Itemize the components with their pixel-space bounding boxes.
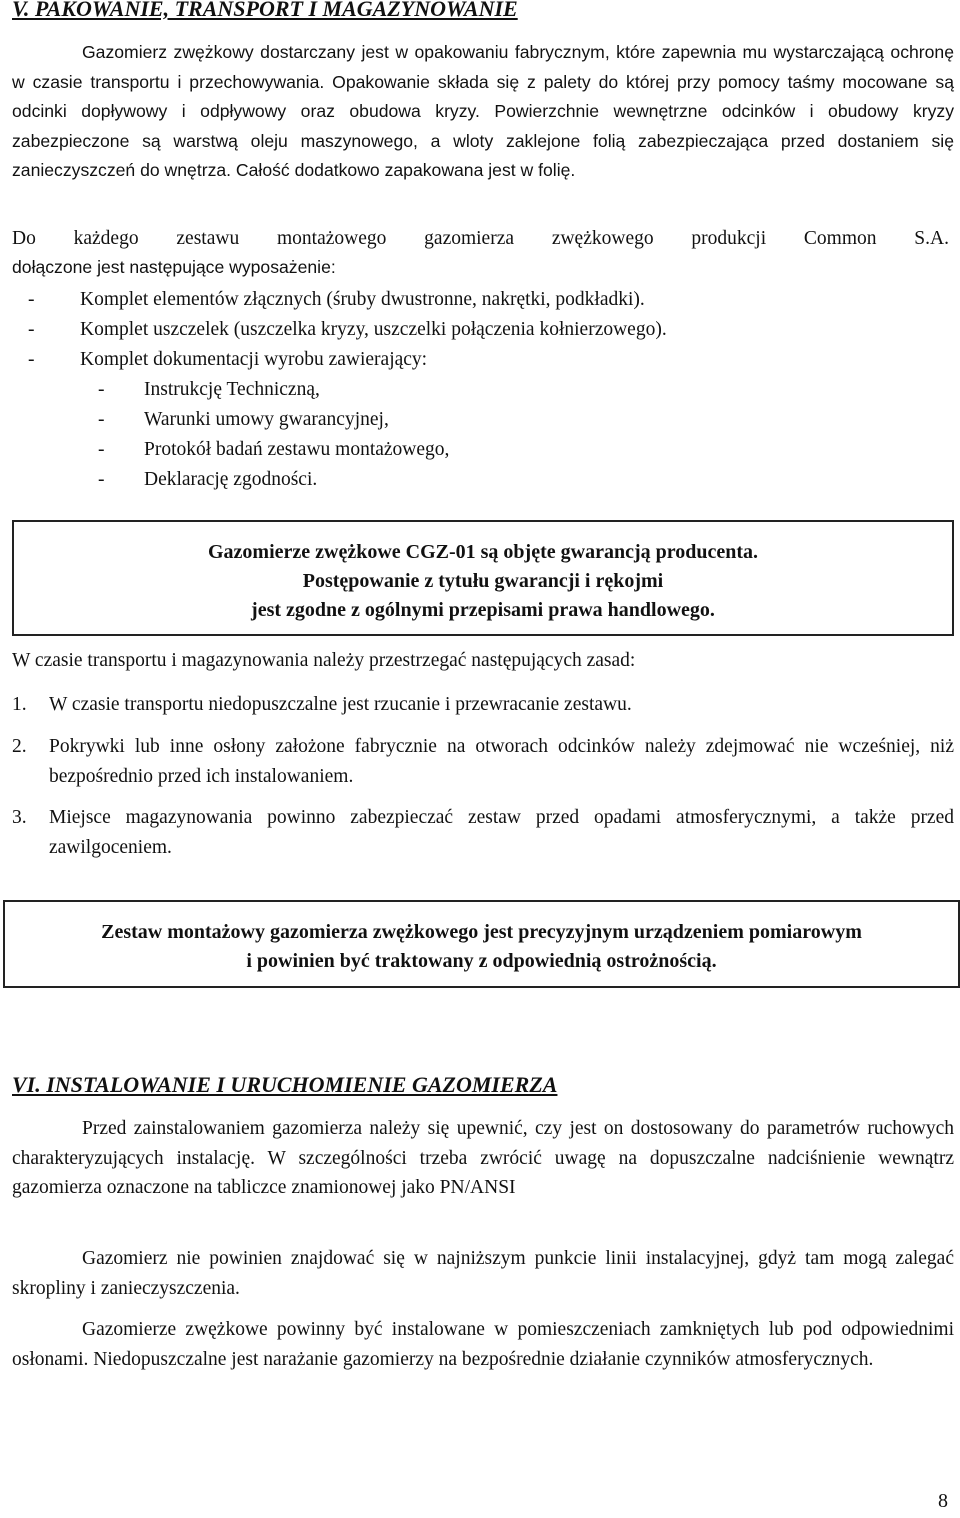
transport-rules-intro: W czasie transportu i magazynowania należy przestrzegać następujących zasad: <box>12 650 636 671</box>
warranty-line: jest zgodne z ogólnymi przepisami prawa handlowego. <box>251 599 715 621</box>
equipment-list <box>28 285 667 375</box>
section-v-heading: V. PAKOWANIE, TRANSPORT I MAGAZYNOWANIE <box>12 0 518 21</box>
transport-rule: 3. Miejsce magazynowania powinno zabezpieczać zestaw przed opadami atmosferycznymi, a także przed zawilgoceniem. <box>12 807 954 858</box>
transport-rule: 1. W czasie transportu niedopuszczalne jest rzucanie i przewracanie zestawu. <box>12 694 632 715</box>
equipment-intro-line-2: dołączone jest następujące wyposażenie: <box>12 257 336 277</box>
list-item: - Deklarację zgodności. <box>98 469 318 490</box>
installation-paragraph: Gazomierze zwężkowe powinny być instalowane w pomieszczeniach zamkniętych lub pod odpowiednimi osłonami. Niedopuszczalne jest narażanie gazomierzy na bezpośrednie działanie czynników atmosferycznych. <box>12 1319 954 1370</box>
installation-paragraph: Przed zainstalowaniem gazomierza należy się upewnić, czy jest on dostosowany do parametrów ruchowych charakteryzujących instalację. W szczególności trzeba zwrócić uwagę na dopuszczalne nadciśnienie wewnątrz gazomierza oznaczone na tabliczce znamionowej jako PN/ANSI <box>12 1118 954 1198</box>
list-item: - Komplet uszczelek (uszczelka kryzy, uszczelki połączenia kołnierzowego). <box>28 319 667 340</box>
precision-line: i powinien być traktowany z odpowiednią ostrożnością. <box>246 950 717 972</box>
list-item: - Warunki umowy gwarancyjnej, <box>98 409 389 430</box>
documentation-list <box>98 375 449 495</box>
transport-rule: 2. Pokrywki lub inne osłony założone fabrycznie na otworach odcinków należy zdejmować nie wcześniej, niż bezpośrednio przed ich instalowaniem. <box>12 736 954 787</box>
list-item: - Komplet dokumentacji wyrobu zawierający: <box>28 349 428 370</box>
list-item: - Protokół badań zestawu montażowego, <box>98 439 450 460</box>
precision-notice-box <box>3 900 960 988</box>
warranty-line: Postępowanie z tytułu gwarancji i rękojmi <box>302 570 664 592</box>
warranty-notice-box <box>12 520 954 636</box>
installation-paragraph: Gazomierz nie powinien znajdować się w najniższym punkcie linii instalacyjnej, gdyż tam mogą zalegać skropliny i zanieczyszczenia. <box>12 1248 954 1299</box>
section-vi-heading: VI. INSTALOWANIE I URUCHOMIENIE GAZOMIERZA <box>12 1072 558 1097</box>
precision-line: Zestaw montażowy gazomierza zwężkowego jest precyzyjnym urządzeniem pomiarowym <box>101 921 862 943</box>
page-number: 8 <box>938 1490 948 1512</box>
list-item: - Komplet elementów złącznych (śruby dwustronne, nakrętki, podkładki). <box>28 289 645 310</box>
equipment-intro-line-1: Do każdego zestawu montażowego gazomierza zwężkowego produkcji Common S.A. <box>12 228 949 249</box>
list-item: - Instrukcję Techniczną, <box>98 379 320 400</box>
packaging-paragraph: Gazomierz zwężkowy dostarczany jest w opakowaniu fabrycznym, które zapewnia mu wystarczającą ochronę w czasie transportu i przechowywania. Opakowanie składa się z palety do której przy pomocy taśmy mocowane są odcinki dopływowy i odpływowy oraz obudowa kryzy. Powierzchnie wewnętrzne odcinków i obudowy kryzy zabezpieczone są warstwą oleju maszynowego, a wloty zaklejone folią zabezpieczająca przed dostaniem się zanieczyszczeń do wnętrza. Całość dodatkowo zapakowana jest w folię. <box>12 42 954 180</box>
warranty-line: Gazomierze zwężkowe CGZ-01 są objęte gwarancją producenta. <box>207 541 759 563</box>
